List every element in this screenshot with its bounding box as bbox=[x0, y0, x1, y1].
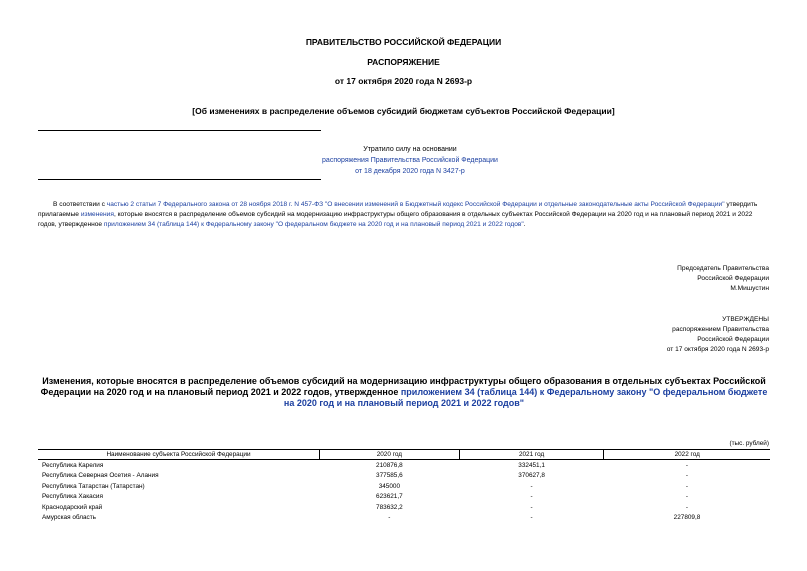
table-row bbox=[38, 481, 770, 492]
value-2020: - bbox=[388, 514, 391, 522]
doc-type: РАСПОРЯЖЕНИЕ bbox=[367, 57, 440, 67]
body-text-4: . bbox=[523, 221, 526, 228]
authority-title: ПРАВИТЕЛЬСТВО РОССИЙСКОЙ ФЕДЕРАЦИИ bbox=[305, 37, 502, 47]
value-2020: 377585,6 bbox=[376, 472, 403, 480]
column-header-2021: 2021 год bbox=[459, 450, 604, 460]
value-2022: - bbox=[685, 482, 689, 490]
table-row bbox=[38, 492, 770, 503]
region-name: Республика Хакасия bbox=[42, 493, 103, 501]
body-text-1: В соответствии с bbox=[53, 201, 107, 208]
invalidated-note bbox=[295, 144, 525, 177]
signature-position: Председатель Правительства bbox=[677, 265, 769, 272]
table-header-row bbox=[38, 450, 770, 460]
table-row bbox=[38, 502, 770, 513]
value-2022: 227809,8 bbox=[673, 514, 701, 522]
signature-name: М.Мишустин bbox=[730, 285, 769, 292]
signature-country: Российской Федерации bbox=[697, 275, 769, 282]
annex-title-text: Изменения, которые вносятся в распределение объемов субсидий на модернизацию инфраструктуры общего образования в отдельных субъектах Российской Федерации на 2020 год и на плановый период 2021 и 2022 годов, утвержденное bbox=[40, 376, 766, 397]
subsidy-table bbox=[38, 449, 770, 523]
approval-line-3: Российской Федерации bbox=[697, 336, 769, 343]
value-2022: - bbox=[685, 493, 689, 501]
invalidating-order-link[interactable]: распоряжения Правительства Российской Федерации bbox=[322, 157, 498, 164]
federal-law-457-link[interactable]: частью 2 статьи 7 Федерального закона от 28 ноября 2018 г. N 457-ФЗ "О внесении изменений в Бюджетный кодекс Российской Федерации и отдельные законодательные акты Российской Федерации" bbox=[106, 201, 725, 208]
body-text-3: , которые вносятся в распределение объемов субсидий на модернизацию инфраструктуры общего образования в отдельных субъектах Российской Федерации на 2020 год и на плановый период 2021 и 2022 годов, утвержденное bbox=[38, 211, 753, 228]
table-row bbox=[38, 471, 770, 482]
table-row bbox=[38, 513, 770, 524]
signature-block bbox=[677, 264, 769, 294]
table-row bbox=[38, 460, 770, 471]
annex-title-link[interactable]: приложением 34 (таблица 144) к Федеральному закону "О федеральном бюджете на 2020 год и на плановый период 2021 и 2022 годов" bbox=[283, 387, 768, 408]
approval-line-2: распоряжением Правительства bbox=[672, 326, 769, 333]
approval-date: от 17 октября 2020 года N 2693-р bbox=[666, 346, 769, 353]
budget-law-annex-link[interactable]: приложением 34 (таблица 144) к Федеральному закону "О федеральном бюджете на 2020 год и на плановый период 2021 и 2022 годов" bbox=[103, 221, 524, 228]
unit-label: (тыс. рублей) bbox=[729, 440, 769, 447]
column-header-region: Наименование субъекта Российской Федерации bbox=[38, 450, 319, 460]
value-2021: - bbox=[530, 503, 533, 511]
value-2020: 345000 bbox=[378, 482, 401, 490]
value-2022: - bbox=[685, 461, 689, 469]
invalidated-note-text: Утратило силу на основании bbox=[363, 146, 457, 153]
annex-title bbox=[36, 376, 772, 409]
value-2022: - bbox=[685, 472, 689, 480]
value-2021: - bbox=[530, 493, 533, 501]
column-header-2020: 2020 год bbox=[319, 450, 459, 460]
approval-heading: УТВЕРЖДЕНЫ bbox=[722, 316, 769, 323]
invalidating-order-date-link[interactable]: от 18 декабря 2020 года N 3427-р bbox=[355, 168, 465, 175]
divider-bottom bbox=[38, 179, 321, 180]
approval-block bbox=[667, 315, 769, 355]
region-name: Амурская область bbox=[42, 514, 96, 522]
region-name: Республика Карелия bbox=[42, 461, 104, 469]
body-paragraph bbox=[38, 200, 770, 230]
value-2021: - bbox=[530, 482, 533, 490]
changes-link[interactable]: изменения bbox=[80, 211, 114, 218]
date-number: от 17 октября 2020 года N 2693-р bbox=[334, 76, 473, 86]
value-2021: 370627,8 bbox=[518, 472, 545, 480]
divider-top bbox=[38, 130, 321, 131]
value-2021: - bbox=[530, 514, 533, 522]
value-2020: 783632,2 bbox=[376, 503, 403, 511]
document-subject: [Об изменениях в распределение объемов субсидий бюджетам субъектов Российской Федерации] bbox=[192, 106, 615, 116]
column-header-2022: 2022 год bbox=[604, 450, 770, 460]
value-2020: 210876,8 bbox=[376, 461, 403, 469]
value-2020: 623621,7 bbox=[376, 493, 403, 501]
value-2021: 332451,1 bbox=[518, 461, 545, 469]
value-2022: - bbox=[685, 503, 689, 511]
region-name: Республика Северная Осетия - Алания bbox=[42, 472, 159, 480]
body-text-2: утвердить прилагаемые bbox=[38, 201, 758, 218]
region-name: Краснодарский край bbox=[42, 503, 103, 511]
region-name: Республика Татарстан (Татарстан) bbox=[42, 482, 145, 490]
